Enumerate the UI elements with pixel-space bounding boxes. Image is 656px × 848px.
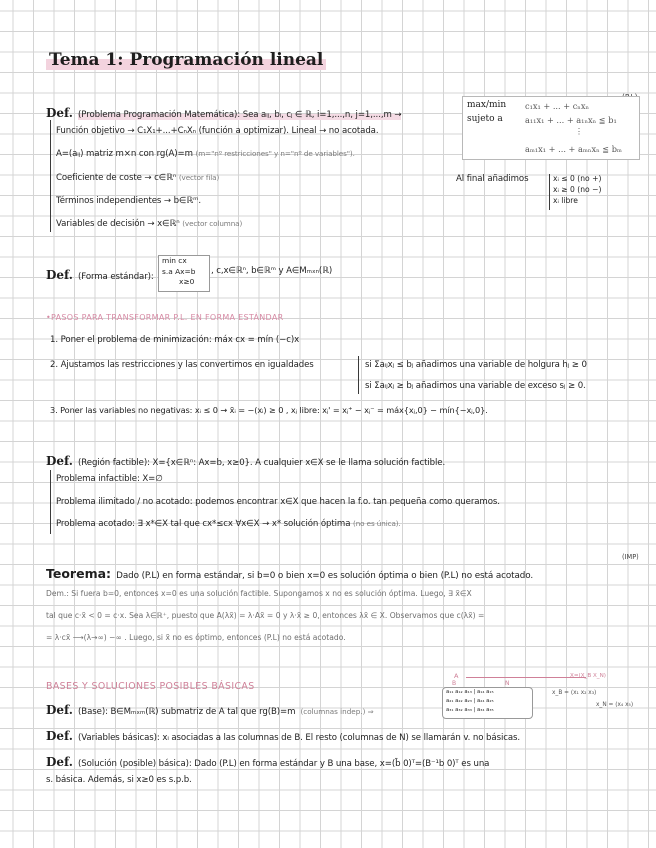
step-3: 3. Poner las variables no negativas: xᵢ ≤ 0 → x̃ᵢ = −(xᵢ) ≥ 0 , xⱼ libre: xⱼ' = xⱼ⁺ − xⱼ⁻ = máx{xⱼ,0} − mín{−xⱼ,0}. (50, 405, 488, 415)
def-problem (46, 102, 401, 121)
sign-line: xᵢ ≤ 0 (no +) (553, 174, 602, 183)
matrix-n-label: N (505, 680, 510, 687)
def-item-vars (56, 219, 242, 229)
def-basic-solution-cont: s. básica. Además, si x≥0 es s.p.b. (46, 775, 192, 785)
def-item-vars-text: Variables de decisión → x∈ℝⁿ (56, 219, 180, 229)
def-label: Def. (46, 106, 73, 120)
def-basic-solution-text: (Solución (posible) básica): Dado (P.L) en forma estándar y B una base, x=(b̄ 0)ᵀ=(B⁻¹b 0)ᵀ es una (78, 759, 490, 769)
def-label: Def. (46, 268, 73, 282)
sign-line: xᵢ ≥ 0 (no −) (553, 185, 602, 194)
theorem (46, 563, 533, 582)
matrix-a (442, 687, 533, 719)
step-2a: si Σaᵢⱼxⱼ ≤ bⱼ añadimos una variable de holgura hⱼ ≥ 0 (365, 360, 587, 370)
theorem-proof-2: tal que c·x̃ < 0 = c·x. Sea λ∈ℝ⁺, puesto que A(λx̃) = λ·Ax̃ = 0 y λ·x̃ ≥ 0, entonces λx̃ ∈ X. Observamos que c(λx̃) = (46, 611, 485, 620)
def-item-cost (56, 173, 219, 183)
vector-top-label: X=(X_B X_N) (570, 673, 606, 679)
pl-row3-expr: aₘ₁x₁ + ... + aₘₙxₙ ≦ bₘ (525, 144, 622, 154)
theorem-label: Teorema: (46, 566, 112, 581)
theorem-proof-1: Dem.: Si fuera b=0, entonces x=0 es una solución factible. Supongamos x no es solución óptima. Luego, ∃ x̃∈X (46, 589, 472, 598)
def-item-matrix-note: (m="nº restricciones" y n="nº de variables"). (195, 149, 355, 158)
def-basic-vars-text: (Variables básicas): xᵢ asociadas a las columnas de B. El resto (columnas de N) se llamarán v. no básicas. (78, 733, 521, 743)
def-feasible-text: (Región factible): X={x∈ℝⁿ: Ax=b, x≥0}. A cualquier x∈X se le llama solución factible. (78, 458, 446, 468)
step-2: 2. Ajustamos las restricciones y las convertimos en igualdades (50, 360, 314, 370)
step-2b: si Σaᵢⱼxⱼ ≥ bⱼ añadimos una variable de exceso sⱼ ≥ 0. (365, 381, 586, 391)
signs-list (553, 173, 601, 206)
feasible-bracket (50, 470, 51, 534)
def-base-text: (Base): B∈Mₘₓₘ(ℝ) submatriz de A tal que rg(B)=m (78, 707, 296, 717)
def-problem-text: (Problema Programación Matemática): Sea aᵢⱼ, bᵢ, cⱼ ∈ ℝ, i=1,...,n, j=1,...,m → (78, 110, 402, 120)
matrix-brace (466, 677, 586, 678)
def-item-cost-note: (vector fila) (178, 173, 220, 182)
def-label: Def. (46, 454, 73, 468)
feasible-item-unbounded: Problema ilimitado / no acotado: podemos encontrar x∈X que hacen la f.o. tan pequeña como queramos. (56, 497, 500, 507)
def-base-note: (columnas indep.) ⇒ (300, 707, 374, 716)
vector-xb: x_B = (x₁ x₂ x₃) (552, 690, 597, 696)
def-label: Def. (46, 755, 73, 769)
def-item-objective: Función objetivo → C₁X₁+...+CₙXₙ (función a optimizar). Lineal → no acotada. (56, 126, 379, 136)
def-feasible-region (46, 450, 445, 469)
def-base (46, 699, 374, 718)
pl-formulation-box (462, 96, 640, 160)
matrix-row: a₂₁ a₂₂ a₂₃ | a₂₄ a₂₅ (446, 698, 494, 704)
page-title: Tema 1: Programación lineal (46, 50, 326, 70)
vector-xn: x_N = (x₄ x₅) (596, 702, 634, 708)
bases-heading: BASES Y SOLUCIONES POSIBLES BÁSICAS (46, 681, 255, 692)
def-basic-solution (46, 751, 489, 770)
pl-dots: ⋮ (575, 127, 583, 136)
def-standard-form (46, 264, 154, 283)
def-item-terms: Términos independientes → b∈ℝᵐ. (56, 196, 202, 206)
standard-line: x≥0 (179, 277, 195, 286)
def-item-matrix-text: A=(aᵢⱼ) matriz m×n con rg(A)=m (56, 149, 193, 159)
def-standard-text: (Forma estándar): (78, 272, 154, 282)
pl-row2-label: sujeto a (467, 114, 503, 124)
feasible-item-bounded (56, 519, 401, 529)
standard-rest: , c,x∈ℝⁿ, b∈ℝᵐ y A∈Mₘₓₙ(ℝ) (211, 266, 333, 276)
pl-row1-expr: c₁x₁ + ... + cₙxₙ (525, 101, 589, 111)
feasible-item-bounded-text: Problema acotado: ∃ x*∈X tal que cx*≤cx ∀x∈X → x* solución óptima (56, 519, 351, 529)
def-label: Def. (46, 703, 73, 717)
feasible-item-bounded-note: (no es única). (353, 519, 401, 528)
pl-row2-expr: a₁₁x₁ + ... + a₁ₙxₙ ≦ b₁ (525, 115, 617, 125)
def-basic-vars (46, 725, 520, 744)
def-bracket (50, 120, 51, 232)
def-item-vars-note: (vector columna) (182, 219, 243, 228)
standard-line: s.a Ax=b (162, 266, 196, 276)
theorem-text: Dado (P.L) en forma estándar, si b=0 o bien x=0 es solución óptima o bien (P.L) no está acotado. (116, 571, 534, 581)
feasible-item-infeasible: Problema infactible: X=∅ (56, 474, 163, 484)
signs-label: Al final añadimos (456, 174, 529, 184)
sign-line: xᵢ libre (553, 196, 578, 205)
matrix-top-label: A (454, 672, 459, 680)
matrix-row: a₃₁ a₃₂ a₃₃ | a₃₄ a₃₅ (446, 707, 494, 713)
def-item-matrix (56, 149, 355, 159)
steps-heading: •PASOS PARA TRANSFORMAR P.L. EN FORMA ESTÁNDAR (46, 313, 284, 322)
matrix-row: a₁₁ a₁₂ a₁₃ | a₁₄ a₁₅ (446, 689, 494, 695)
def-label: Def. (46, 729, 73, 743)
matrix-b-label: B (452, 680, 457, 687)
step-1: 1. Poner el problema de minimización: máx cx = mín (−c)x (50, 335, 300, 345)
signs-bracket (549, 174, 550, 210)
theorem-proof-3: = λ·cx̃ ⟶(λ→∞) −∞ . Luego, si x̃ no es óptimo, entonces (P.L) no está acotado. (46, 633, 346, 642)
theorem-tag: (IMP) (622, 553, 639, 561)
standard-form-box (158, 255, 210, 292)
def-item-cost-text: Coeficiente de coste → c∈ℝⁿ (56, 173, 177, 183)
step-2-bracket (358, 356, 359, 394)
pl-row1-label: max/min (467, 100, 507, 110)
standard-line: min cx (162, 256, 187, 265)
